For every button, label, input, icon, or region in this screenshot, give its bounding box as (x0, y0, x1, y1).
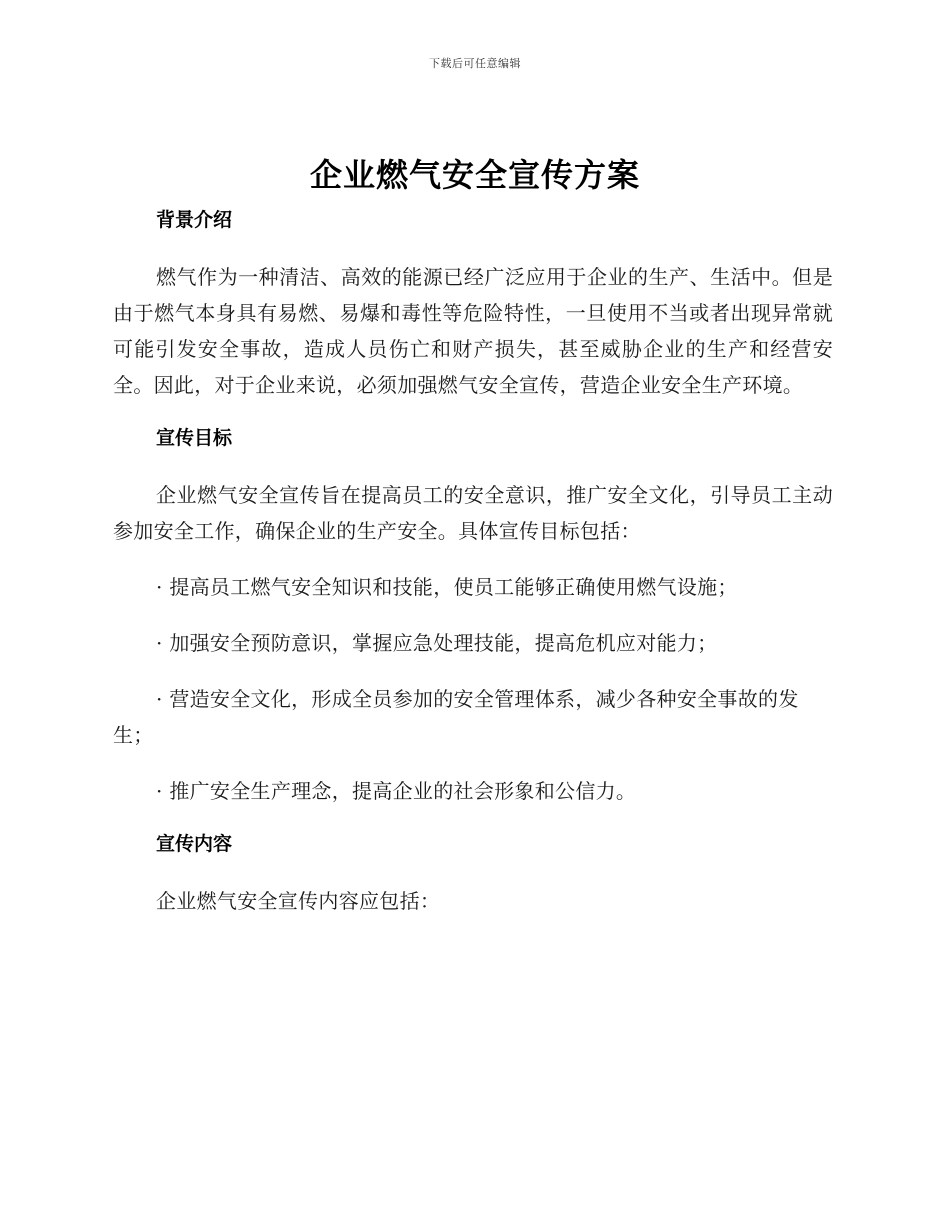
paragraph-goals-intro: 企业燃气安全宣传旨在提高员工的安全意识，推广安全文化，引导员工主动参加安全工作，确保企业的生产安全。具体宣传目标包括： (113, 483, 833, 543)
section-heading-goals: 宣传目标 (156, 427, 233, 449)
goal-bullet-item: · 提高员工燃气安全知识和技能，使员工能够正确使用燃气设施； (156, 575, 738, 599)
section-heading-background: 背景介绍 (156, 209, 233, 231)
header-note: 下载后可任意编辑 (429, 57, 521, 70)
paragraph-background: 燃气作为一种清洁、高效的能源已经广泛应用于企业的生产、生活中。但是由于燃气本身具有易燃、易爆和毒性等危险特性，一旦使用不当或者出现异常就可能引发安全事故，造成人员伤亡和财产损失，甚至威胁企业的生产和经营安全。因此，对于企业来说，必须加强燃气安全宣传，营造企业安全生产环境。 (113, 265, 833, 397)
section-heading-content: 宣传内容 (156, 833, 233, 855)
document-body (113, 203, 833, 919)
goal-bullet-item: · 推广安全生产理念，提高企业的社会形象和公信力。 (156, 779, 637, 803)
document-title: 企业燃气安全宣传方案 (309, 156, 640, 194)
goal-bullet-item: · 营造安全文化，形成全员参加的安全管理体系，减少各种安全事故的发生； (113, 687, 799, 747)
goal-bullet-item: · 加强安全预防意识，掌握应急处理技能，提高危机应对能力； (156, 631, 718, 655)
paragraph-content-intro: 企业燃气安全宣传内容应包括： (156, 889, 441, 913)
goals-bullet-list (113, 569, 833, 809)
